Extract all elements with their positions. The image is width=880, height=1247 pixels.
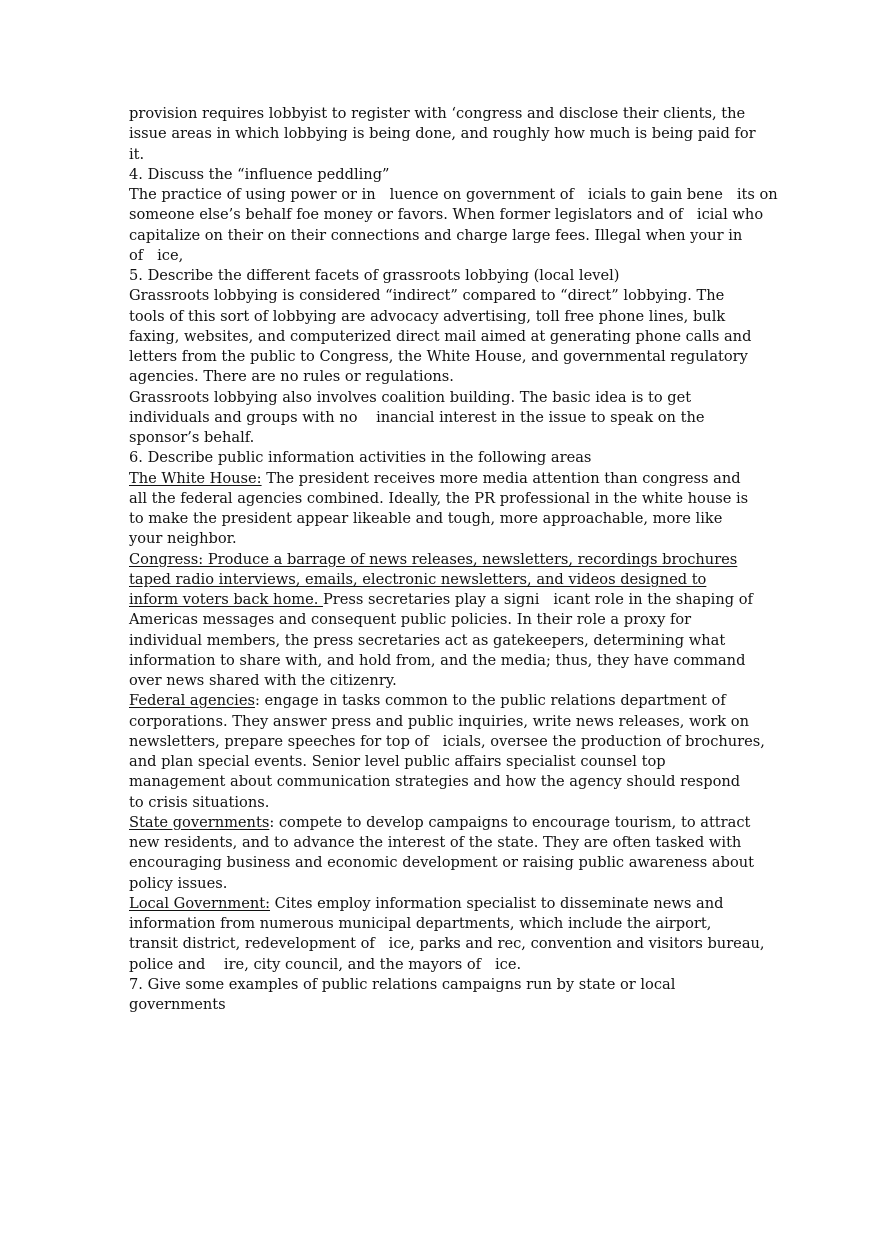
- line-text: to crisis situations.: [129, 793, 270, 811]
- text-line: [129, 469, 769, 489]
- text-line: [129, 165, 769, 185]
- line-text: agencies. There are no rules or regulations.: [129, 368, 454, 386]
- line-text: 5. Describe the different facets of grassroots lobbying (local level): [129, 267, 620, 284]
- line-text: individuals and groups with no inancial interest in the issue to speak on the: [129, 408, 705, 426]
- text-line: [129, 894, 769, 914]
- line-text: Grassroots lobbying is considered “indirect” compared to “direct” lobbying. The: [129, 287, 725, 305]
- line-text: sponsor’s behalf.: [129, 429, 255, 446]
- line-text: Press secretaries play a signi icant role in the shaping of: [322, 591, 753, 608]
- text-line: [129, 590, 769, 610]
- underlined-heading: Federal agencies: [129, 692, 255, 710]
- text-line: [129, 327, 769, 347]
- line-text: information to share with, and hold from, and the media; thus, they have command: [129, 651, 746, 669]
- line-text: policy issues.: [129, 874, 228, 892]
- text-line: [129, 793, 769, 813]
- text-line: [129, 529, 769, 549]
- line-text: corporations. They answer press and public inquiries, write news releases, work on: [129, 712, 749, 730]
- line-text: tools of this sort of lobbying are advocacy advertising, toll free phone lines, bulk: [129, 307, 726, 325]
- line-text: capitalize on their on their connections and charge large fees. Illegal when your in: [129, 226, 743, 244]
- text-line: [129, 853, 769, 873]
- text-line: [129, 995, 769, 1015]
- text-line: [129, 550, 769, 570]
- line-text: management about communication strategies and how the agency should respond: [129, 773, 741, 791]
- text-line: [129, 367, 769, 387]
- line-text: : engage in tasks common to the public relations department of: [254, 692, 726, 710]
- text-line: [129, 752, 769, 772]
- line-text: 6. Describe public information activities in the following areas: [129, 449, 592, 467]
- text-line: [129, 975, 769, 995]
- text-line: [129, 772, 769, 792]
- text-line: [129, 651, 769, 671]
- underlined-heading: inform voters back home.: [129, 591, 323, 608]
- text-line: [129, 833, 769, 853]
- text-line: [129, 509, 769, 529]
- line-text: individual members, the press secretaries act as gatekeepers, determining what: [129, 631, 726, 649]
- text-line: [129, 205, 769, 225]
- text-line: [129, 246, 769, 266]
- underlined-heading: State governments: [129, 813, 270, 831]
- line-text: Grassroots lobbying also involves coalition building. The basic idea is to get: [129, 388, 692, 406]
- line-text: 7. Give some examples of public relations campaigns run by state or local: [129, 975, 676, 993]
- document-body: [129, 104, 778, 1015]
- line-text: all the federal agencies combined. Ideally, the PR professional in the white house is: [129, 489, 749, 507]
- text-line: [129, 307, 769, 327]
- text-line: [129, 266, 769, 286]
- underlined-heading: taped radio interviews, emails, electronic newsletters, and videos designed to: [129, 570, 707, 588]
- line-text: information from numerous municipal departments, which include the airport,: [129, 915, 712, 932]
- line-text: 4. Discuss the “influence peddling”: [129, 165, 390, 183]
- line-text: someone else’s behalf foe money or favors. When former legislators and of icial who: [129, 206, 764, 224]
- line-text: Cites employ information specialist to disseminate news and: [270, 894, 724, 912]
- line-text: new residents, and to advance the interest of the state. They are often tasked with: [129, 834, 742, 851]
- text-line: [129, 934, 769, 954]
- line-text: faxing, websites, and computerized direct mail aimed at generating phone calls and: [129, 327, 752, 345]
- line-text: encouraging business and economic development or raising public awareness about: [129, 854, 754, 872]
- text-line: [129, 874, 769, 894]
- text-line: [129, 489, 769, 509]
- text-line: [129, 914, 769, 934]
- line-text: governments: [129, 996, 226, 1013]
- text-line: [129, 691, 769, 711]
- underlined-heading: The White House:: [129, 469, 262, 487]
- line-text: your neighbor.: [129, 530, 237, 548]
- text-line: [129, 570, 769, 590]
- line-text: Americas messages and consequent public policies. In their role a proxy for: [129, 611, 692, 629]
- text-line: [129, 408, 769, 428]
- text-line: [129, 813, 769, 833]
- line-text: it.: [129, 145, 145, 163]
- line-text: letters from the public to Congress, the White House, and governmental regulatory: [129, 348, 748, 365]
- underlined-heading: Congress: Produce a barrage of news releases, newsletters, recordings brochures: [129, 550, 738, 568]
- text-line: [129, 448, 769, 468]
- line-text: over news shared with the citizenry.: [129, 672, 397, 689]
- line-text: The president receives more media attention than congress and: [261, 469, 741, 487]
- line-text: of ice,: [129, 246, 184, 264]
- line-text: to make the president appear likeable and tough, more approachable, more like: [129, 510, 723, 527]
- text-line: [129, 226, 769, 246]
- line-text: newsletters, prepare speeches for top of icials, oversee the production of brochures,: [129, 732, 765, 750]
- document-page: [129, 104, 778, 1015]
- text-line: [129, 104, 769, 124]
- text-line: [129, 712, 769, 732]
- text-line: [129, 610, 769, 630]
- text-line: [129, 732, 769, 752]
- line-text: The practice of using power or in luence on government of icials to gain bene its on: [129, 186, 778, 203]
- text-line: [129, 347, 769, 367]
- text-line: [129, 388, 769, 408]
- line-text: and plan special events. Senior level public affairs specialist counsel top: [129, 753, 666, 770]
- text-line: [129, 671, 769, 691]
- line-text: issue areas in which lobbying is being done, and roughly how much is being paid for: [129, 125, 756, 143]
- text-line: [129, 145, 769, 165]
- line-text: police and ire, city council, and the mayors of ice.: [129, 955, 522, 973]
- line-text: provision requires lobbyist to register with ‘congress and disclose their clients, the: [129, 105, 746, 122]
- text-line: [129, 428, 769, 448]
- text-line: [129, 955, 769, 975]
- text-line: [129, 286, 769, 306]
- line-text: : compete to develop campaigns to encourage tourism, to attract: [269, 813, 751, 831]
- text-line: [129, 631, 769, 651]
- text-line: [129, 185, 778, 205]
- underlined-heading: Local Government:: [129, 894, 271, 912]
- line-text: transit district, redevelopment of ice, parks and rec, convention and visitors bureau,: [129, 935, 765, 953]
- text-line: [129, 124, 769, 144]
